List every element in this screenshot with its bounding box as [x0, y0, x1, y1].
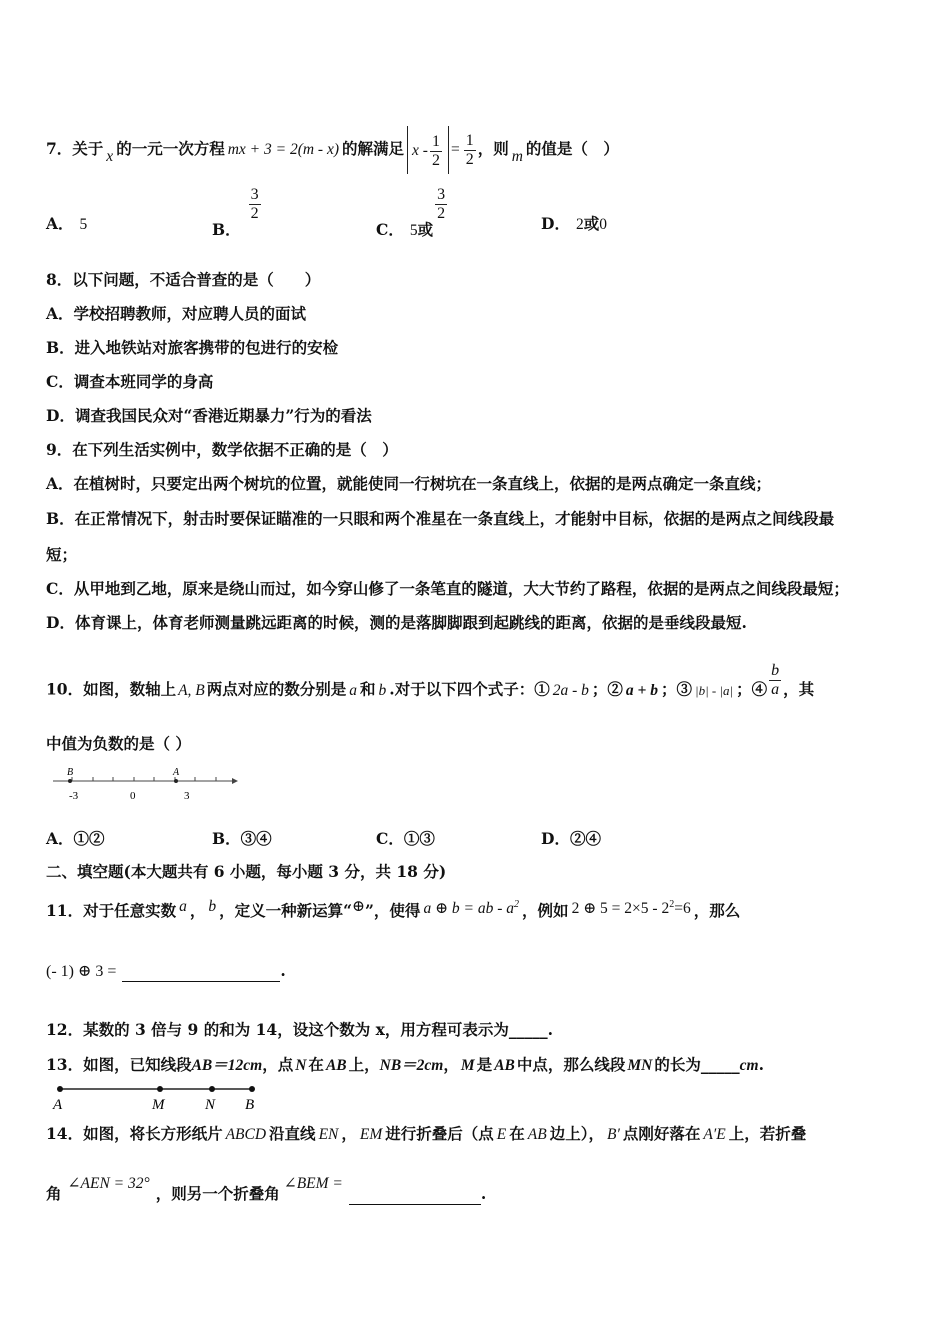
q11-stem: 11．对于任意实数 a ， b ，定义一种新运算“⊕”，使得 a ⊕ b = ab - $a^2$ ，例如 2 ⊕ $5 = 2\times 5 - 2^2=6$ ，那么	[46, 898, 741, 921]
point-a	[57, 1086, 63, 1092]
q7-stem: 7．关于 x 的一元一次方程 mx + 3 = 2(m - x) 的解满足 x - $\frac{1}{2}$ = $\frac{1}{2}$ ，则 m 的值是（ ）	[46, 126, 619, 174]
var-x: x	[106, 148, 114, 165]
q7-option-b[interactable]: B． $\frac{3}{2}$	[212, 186, 259, 239]
point-b	[68, 779, 72, 783]
label-a: A	[53, 1097, 63, 1113]
q9-option-a[interactable]: A．在植树时，只要定出两个树坑的位置，就能使同一行树坑在一条直线上，依据的是两点确定一条直线；	[46, 474, 772, 493]
point-a	[174, 779, 178, 783]
label-n: N	[205, 1097, 216, 1113]
point-m	[157, 1086, 163, 1092]
point-n	[209, 1086, 215, 1092]
tick-label-3: 3	[184, 790, 190, 802]
q8-option-d[interactable]: D．调查我国民众对“香港近期暴力”行为的看法	[46, 406, 372, 425]
q14-stem: 14．如图，将长方形纸片 ABCD 沿直线 EN ， EM 进行折叠后（点 E 在 AB 边上）， B′ 点刚好落在 A′E 上，若折叠	[46, 1124, 807, 1143]
q9-option-c[interactable]: C．从甲地到乙地，原来是绕山而过，如今穿山修了一条笔直的隧道，大大节约了路程，依据的是两点之间线段最短；	[46, 579, 849, 598]
q9-option-b[interactable]: B．在正常情况下，射击时要保证瞄准的一只眼和两个准星在一条直线上，才能射中目标，依据的是两点之间线段最	[46, 509, 835, 528]
answer-blank[interactable]	[349, 1184, 481, 1205]
q11-line2: (- 1) ⊕ 3 = .	[46, 961, 286, 980]
q8-option-b[interactable]: B．进入地铁站对旅客携带的包进行的安检	[46, 338, 339, 357]
label-b: B	[245, 1097, 255, 1113]
label-m: M	[152, 1097, 165, 1113]
q7-option-a[interactable]: A． 5	[46, 214, 88, 233]
var-m: m	[511, 148, 523, 165]
q10-stem: 10．如图，数轴上 A, B 两点对应的数分别是 a 和 b .对于以下四个式子：① 2a - b ；② a + b ；③ |b| - |a| ；④ $\frac{b}{a}$ ，其	[46, 662, 815, 699]
q12-stem: 12．某数的 3 倍与 9 的和为 14，设这个数为 x，用方程可表示为_____.	[46, 1020, 553, 1039]
label-b: B	[67, 767, 74, 778]
abs-expr: x - $\frac{1}{2}$	[407, 126, 449, 174]
q8-stem: 8．以下问题，不适合普查的是（ ）	[46, 270, 321, 289]
q10-option-d[interactable]: D．②④	[541, 829, 601, 848]
tick-label-neg3: -3	[69, 790, 79, 802]
answer-blank[interactable]	[122, 961, 280, 982]
arrow-head-icon	[232, 778, 238, 784]
q14-line2: 角∠AEN = 32°，则另一个折叠角∠BEM =.	[46, 1175, 487, 1203]
q7-option-c[interactable]: C． 5或 $\frac{3}{2}$	[376, 186, 446, 239]
q8-option-c[interactable]: C．调查本班同学的身高	[46, 372, 214, 391]
q10-stem-line2: 中值为负数的是（ ）	[46, 734, 191, 753]
q9-option-d[interactable]: D．体育课上，体育老师测量跳远距离的时候，测的是落脚脚跟到起跳线的距离，依据的是垂线段最短.	[46, 613, 747, 632]
label-a: A	[173, 767, 180, 778]
q8-option-a[interactable]: A．学校招聘教师，对应聘人员的面试	[46, 304, 307, 323]
equation: mx + 3 = 2(m - x)	[227, 141, 340, 158]
q9-stem: 9．在下列生活实例中，数学依据不正确的是（ ）	[46, 440, 398, 459]
q10-option-c[interactable]: C．①③	[376, 829, 435, 848]
q10-option-b[interactable]: B．③④	[212, 829, 272, 848]
q9-option-b-cont: 短；	[46, 545, 78, 564]
section-heading: 二、填空题(本大题共有 6 小题，每小题 3 分，共 18 分)	[46, 862, 447, 881]
tick-label-0: 0	[130, 790, 136, 802]
q10-option-a[interactable]: A．①②	[46, 829, 105, 848]
point-b	[249, 1086, 255, 1092]
segment-figure	[50, 1080, 270, 1114]
number-line-figure	[50, 764, 240, 806]
q7-option-d[interactable]: D． 2或0	[541, 214, 607, 233]
q13-stem: 13．如图，已知线段AB＝12cm，点 N 在 AB 上，NB＝2cm， M 是 AB 中点，那么线段 MN 的长为_____cm.	[46, 1055, 764, 1074]
